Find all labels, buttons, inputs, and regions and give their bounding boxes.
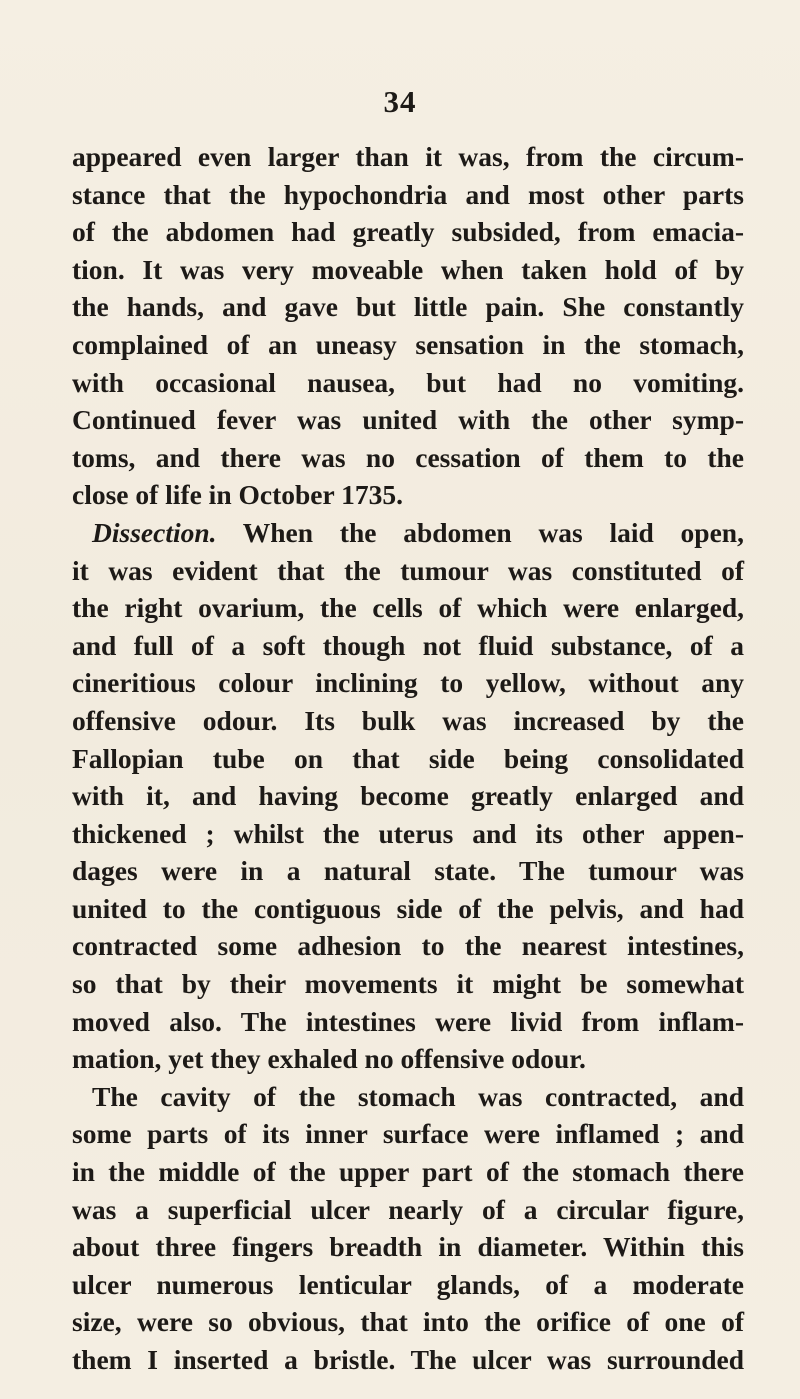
text-line: was a superficial ulcer nearly of a circular figure, bbox=[72, 1193, 744, 1225]
body-text bbox=[72, 138, 744, 1379]
text-line: moved also. The intestines were livid from inflam- bbox=[72, 1005, 744, 1037]
text-line: Continued fever was united with the other symp- bbox=[72, 404, 744, 436]
text-line: them I inserted a bristle. The ulcer was surrounded bbox=[72, 1344, 744, 1375]
text-line: tion. It was very moveable when taken hold of by bbox=[72, 253, 744, 285]
text-line: it was evident that the tumour was constituted of bbox=[72, 554, 744, 586]
text-line: complained of an uneasy sensation in the stomach, bbox=[72, 328, 744, 360]
text-line: Fallopian tube on that side being consolidated bbox=[72, 742, 744, 774]
text-line: the hands, and gave but little pain. She constantly bbox=[72, 291, 744, 323]
page-number: 34 bbox=[383, 84, 417, 119]
text-line: close of life in October 1735. bbox=[72, 479, 403, 511]
text-line: contracted some adhesion to the nearest intestines, bbox=[72, 930, 744, 962]
dissection-line-text: When the abdomen was laid open, bbox=[242, 516, 744, 548]
dissection-heading: Dissection. bbox=[92, 516, 217, 548]
text-line: appeared even larger than it was, from the circum- bbox=[72, 141, 744, 172]
text-line: and full of a soft though not fluid substance, of a bbox=[72, 629, 744, 661]
text-line: so that by their movements it might be somewhat bbox=[72, 968, 744, 1000]
text-line: in the middle of the upper part of the stomach there bbox=[72, 1156, 744, 1188]
text-line: toms, and there was no cessation of them to the bbox=[72, 441, 744, 473]
text-line: stance that the hypochondria and most other parts bbox=[72, 178, 744, 210]
text-line: about three fingers breadth in diameter. Within this bbox=[72, 1231, 744, 1263]
text-line: ulcer numerous lenticular glands, of a moderate bbox=[72, 1268, 744, 1300]
dissection-line bbox=[72, 514, 744, 552]
text-line: mation, yet they exhaled no offensive odour. bbox=[72, 1043, 586, 1075]
text-line: of the abdomen had greatly subsided, from emacia- bbox=[72, 216, 744, 248]
text-line: with it, and having become greatly enlarged and bbox=[72, 780, 744, 812]
text-line: thickened ; whilst the uterus and its other appen- bbox=[72, 817, 744, 849]
text-line: dages were in a natural state. The tumour was bbox=[72, 855, 744, 887]
text-line: size, were so obvious, that into the orifice of one of bbox=[72, 1306, 744, 1338]
text-line: some parts of its inner surface were inflamed ; and bbox=[72, 1118, 744, 1150]
text-line: cineritious colour inclining to yellow, without any bbox=[72, 667, 744, 699]
text-line: with occasional nausea, but had no vomiting. bbox=[72, 366, 744, 398]
text-line: offensive odour. Its bulk was increased by the bbox=[72, 704, 744, 736]
text-line: The cavity of the stomach was contracted, and bbox=[92, 1080, 744, 1112]
text-line: the right ovarium, the cells of which were enlarged, bbox=[72, 592, 744, 624]
text-line: united to the contiguous side of the pelvis, and had bbox=[72, 892, 744, 924]
